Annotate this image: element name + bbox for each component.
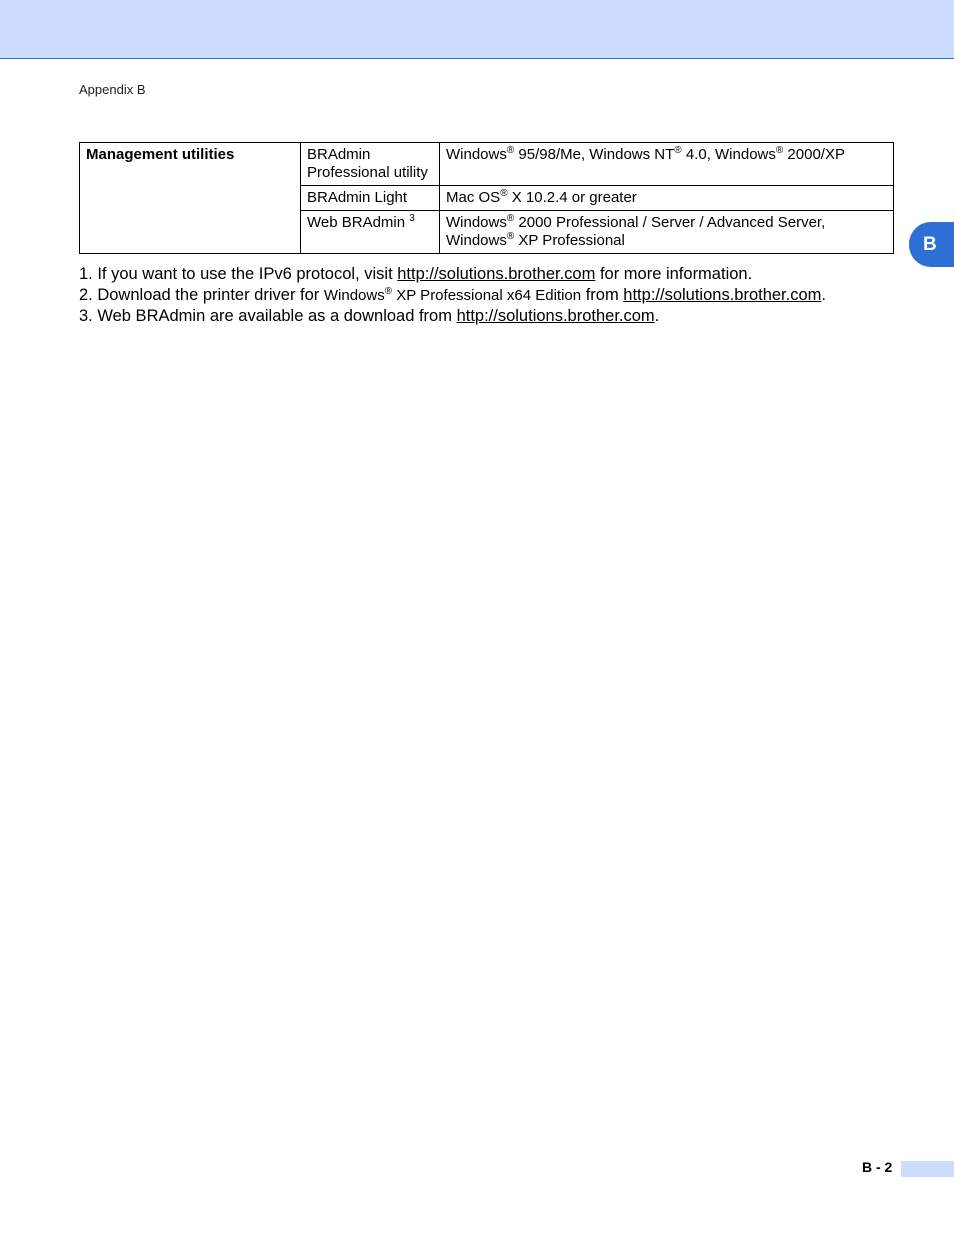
footer-bar	[901, 1161, 954, 1177]
os-cell: Windows® 2000 Professional / Server / Advanced Server, Windows® XP Professional	[440, 211, 894, 254]
footnotes	[79, 264, 826, 327]
utility-cell: Web BRAdmin $^3$	[301, 211, 440, 254]
page-number: B - 2	[862, 1159, 893, 1175]
table-row	[80, 143, 894, 186]
utilities-table	[79, 142, 894, 254]
os-cell: Mac OS® X 10.2.4 or greater	[440, 186, 894, 211]
utility-cell: BRAdmin Professional utility	[301, 143, 440, 186]
solutions-link[interactable]: http://solutions.brother.com	[456, 307, 655, 325]
footnote-2: 2. Download the printer driver for Windows® XP Professional x64 Edition from http://solutions.brother.com.	[79, 285, 826, 304]
category-cell: Management utilities	[80, 143, 301, 254]
solutions-link[interactable]: http://solutions.brother.com	[397, 265, 596, 283]
os-cell: Windows® 95/98/Me, Windows NT® 4.0, Windows® 2000/XP	[440, 143, 894, 186]
running-header: Appendix B	[79, 82, 146, 97]
footnote-1: 1. If you want to use the IPv6 protocol, visit http://solutions.brother.com for more information.	[79, 265, 753, 283]
solutions-link[interactable]: http://solutions.brother.com	[623, 285, 822, 304]
appendix-tab: B	[909, 222, 954, 267]
footnote-3: 3. Web BRAdmin are available as a download from http://solutions.brother.com.	[79, 307, 660, 325]
utility-cell: BRAdmin Light	[301, 186, 440, 211]
header-band	[0, 0, 954, 59]
